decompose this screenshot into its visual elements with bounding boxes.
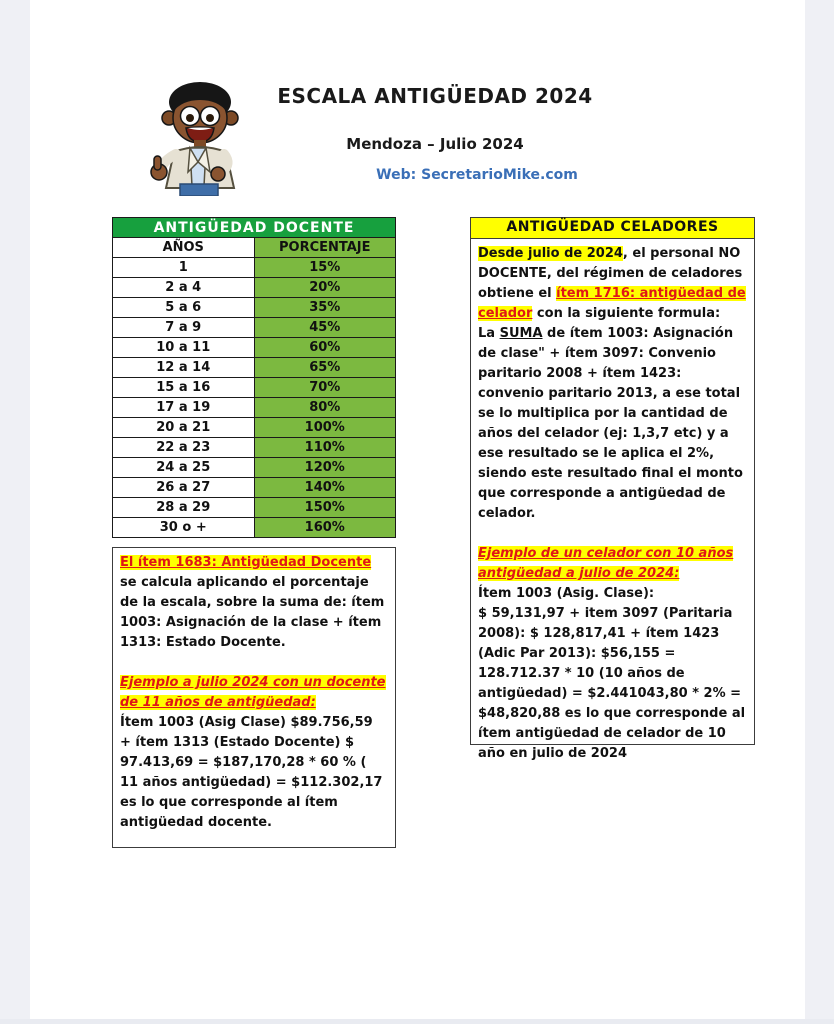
docente-note-box bbox=[112, 547, 396, 848]
suma-underline: SUMA bbox=[499, 326, 543, 341]
celadores-note-box bbox=[470, 238, 755, 761]
docente-example-body: Ítem 1003 (Asig Clase) $89.756,59 + ítem 1313 (Estado Docente) $ 97.413,69 = $187,170,28 * 60 % ( 11 años antigüedad) = $112.302,17 es lo que corresponde al ítem antigüedad docente. bbox=[120, 715, 383, 830]
porcentaje-cell: 140% bbox=[254, 478, 396, 498]
porcentaje-cell: 60% bbox=[254, 338, 396, 358]
celadores-example-body: $ 59,131,97 + item 3097 (Paritaria 2008): $ 128,817,41 + ítem 1423 (Adic Par 2013): $56,155 = 128.712.37 * 10 (10 años de antigüedad) = $2.441043,80 * 2% = $48,820,88 es lo que corresponde al ítem antigüedad de celador de 10 año en julio de 2024 bbox=[478, 606, 746, 761]
table-row bbox=[113, 498, 396, 518]
docente-item-highlight: El ítem 1683: Antigüedad Docente bbox=[120, 555, 372, 570]
anos-cell: 1 bbox=[113, 258, 255, 278]
table-row bbox=[113, 378, 396, 398]
celadores-paragraph-2: La SUMA de ítem 1003: Asignación de clase" + ítem 3097: Convenio paritario 2008 + ítem 1423: convenio paritario 2013, a ese total se lo multiplica por la cantidad de años del celador (ej: 1,3,7 etc) y a ese resultado se le aplica el 2%, siendo este resultado final el monto que corresponde a antigüedad de celador. bbox=[478, 326, 743, 521]
anos-cell: 24 a 25 bbox=[113, 458, 255, 478]
porcentaje-cell: 160% bbox=[254, 518, 396, 538]
table-row bbox=[113, 278, 396, 298]
docente-note-text: se calcula aplicando el porcentaje de la escala, sobre la suma de: ítem 1003: Asignación de la clase + ítem 1313: Estado Docente. bbox=[120, 575, 385, 650]
celadores-paragraph-1: Desde julio de 2024, el personal NO DOCENTE, del régimen de celadores obtiene el ítem 1716: antigüedad de celador con la siguiente formula: bbox=[478, 246, 746, 321]
table-row bbox=[113, 338, 396, 358]
porcentaje-cell: 120% bbox=[254, 458, 396, 478]
anos-cell: 10 a 11 bbox=[113, 338, 255, 358]
docente-table-title: ANTIGÜEDAD DOCENTE bbox=[113, 218, 396, 238]
porcentaje-cell: 110% bbox=[254, 438, 396, 458]
anos-cell: 22 a 23 bbox=[113, 438, 255, 458]
website-link[interactable]: Web: SecretarioMike.com bbox=[376, 167, 578, 183]
table-row bbox=[113, 478, 396, 498]
porcentaje-cell: 35% bbox=[254, 298, 396, 318]
page-right-margin bbox=[805, 0, 834, 1024]
docente-table-header-row bbox=[113, 238, 396, 258]
table-row bbox=[113, 318, 396, 338]
page-subtitle: Mendoza – Julio 2024 bbox=[346, 135, 524, 153]
table-row bbox=[113, 258, 396, 278]
anos-cell: 5 a 6 bbox=[113, 298, 255, 318]
anos-cell: 7 a 9 bbox=[113, 318, 255, 338]
docente-table-body bbox=[113, 258, 396, 538]
porcentaje-cell: 150% bbox=[254, 498, 396, 518]
docente-example-title: Ejemplo a julio 2024 con un docente de 11 años de antigüedad: bbox=[120, 675, 386, 710]
table-row bbox=[113, 438, 396, 458]
column-header-anos: AÑOS bbox=[113, 238, 255, 258]
celadores-date-highlight: Desde julio de 2024 bbox=[478, 246, 623, 261]
anos-cell: 20 a 21 bbox=[113, 418, 255, 438]
porcentaje-cell: 65% bbox=[254, 358, 396, 378]
anos-cell: 30 o + bbox=[113, 518, 255, 538]
porcentaje-cell: 20% bbox=[254, 278, 396, 298]
table-row bbox=[113, 358, 396, 378]
docente-table bbox=[112, 217, 396, 538]
celadores-example-line1: Ítem 1003 (Asig. Clase): bbox=[478, 586, 655, 601]
anos-cell: 28 a 29 bbox=[113, 498, 255, 518]
anos-cell: 12 a 14 bbox=[113, 358, 255, 378]
anos-cell: 26 a 27 bbox=[113, 478, 255, 498]
table-row bbox=[113, 458, 396, 478]
column-header-porcentaje: PORCENTAJE bbox=[254, 238, 396, 258]
anos-cell: 17 a 19 bbox=[113, 398, 255, 418]
porcentaje-cell: 15% bbox=[254, 258, 396, 278]
table-row bbox=[113, 418, 396, 438]
celadores-example-title: Ejemplo de un celador con 10 años antigüedad a julio de 2024: bbox=[478, 546, 734, 581]
porcentaje-cell: 45% bbox=[254, 318, 396, 338]
porcentaje-cell: 70% bbox=[254, 378, 396, 398]
anos-cell: 15 a 16 bbox=[113, 378, 255, 398]
porcentaje-cell: 100% bbox=[254, 418, 396, 438]
page-title: ESCALA ANTIGÜEDAD 2024 bbox=[277, 84, 593, 108]
table-row bbox=[113, 298, 396, 318]
table-row bbox=[113, 518, 396, 538]
docente-table-title-row bbox=[113, 218, 396, 238]
porcentaje-cell: 80% bbox=[254, 398, 396, 418]
page-left-margin bbox=[0, 0, 30, 1024]
docente-note-paragraph bbox=[120, 553, 388, 653]
anos-cell: 2 a 4 bbox=[113, 278, 255, 298]
celadores-item-highlight: ítem 1716: antigüedad de celador bbox=[478, 286, 746, 321]
page-bottom-margin bbox=[0, 1019, 834, 1024]
celadores-section-title: ANTIGÜEDAD CELADORES bbox=[470, 217, 755, 239]
table-row bbox=[113, 398, 396, 418]
